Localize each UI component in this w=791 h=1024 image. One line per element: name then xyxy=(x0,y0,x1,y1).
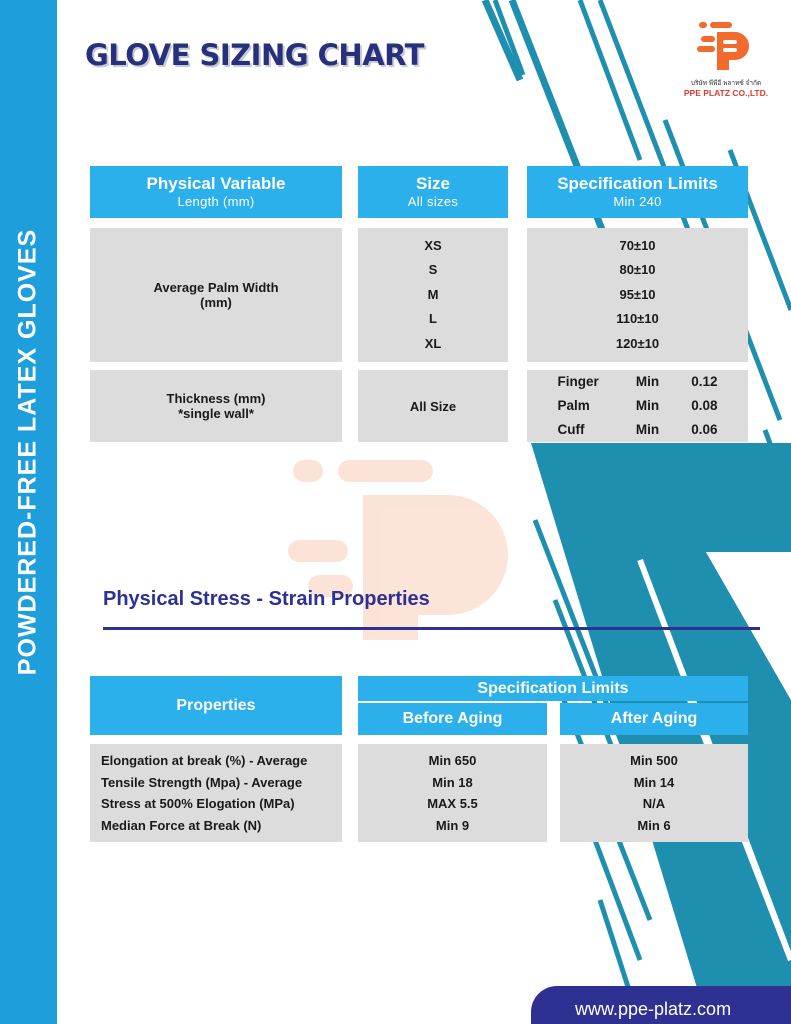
size-m: M xyxy=(427,286,439,302)
before-elongation: Min 650 xyxy=(428,753,477,768)
after-stress-500: N/A xyxy=(642,796,666,811)
header-physical-variable xyxy=(90,166,342,218)
after-elongation: Min 500 xyxy=(630,753,678,768)
side-banner-text: POWDERED-FREE LATEX GLOVES xyxy=(13,228,42,676)
header-physical-variable-main: Physical Variable xyxy=(146,173,286,193)
spec-part: Finger xyxy=(557,374,599,389)
property-median-force: Median Force at Break (N) xyxy=(101,817,262,833)
header-after-aging-label: After Aging xyxy=(610,710,698,727)
palm-width-label-line2: (mm) xyxy=(200,295,232,310)
palm-sizes xyxy=(358,228,508,362)
thickness-label-line1: Thickness (mm) xyxy=(166,391,266,406)
thickness-spec-cuff xyxy=(558,418,718,442)
limit-l: 110±10 xyxy=(616,311,659,327)
thickness-spec-palm xyxy=(558,394,718,418)
header-physical-variable-sub: Length (mm) xyxy=(177,193,255,209)
spec-qualifier: Min xyxy=(635,374,660,389)
thickness-specs xyxy=(527,370,748,442)
spec-value: 0.08 xyxy=(691,398,718,413)
header-after-aging xyxy=(560,703,748,735)
size-s: S xyxy=(428,262,438,278)
spec-part: Palm xyxy=(557,398,590,413)
header-spec-limits-2-label: Specification Limits xyxy=(477,679,629,697)
property-elongation: Elongation at break (%) - Average xyxy=(101,753,308,768)
website-link-text[interactable]: www.ppe-platz.com xyxy=(575,998,732,1019)
after-median-force: Min 6 xyxy=(637,817,671,833)
palm-width-label xyxy=(90,228,342,362)
header-size xyxy=(358,166,508,218)
logo-watermark xyxy=(288,455,518,640)
size-l: L xyxy=(429,311,437,327)
size-xs: XS xyxy=(424,237,442,253)
limit-s: 80±10 xyxy=(619,262,656,278)
spec-value: 0.06 xyxy=(691,422,718,437)
company-logo xyxy=(672,18,780,108)
limit-xs: 70±10 xyxy=(619,237,656,253)
property-tensile: Tensile Strength (Mpa) - Average xyxy=(101,774,303,790)
property-stress-500: Stress at 500% Elogation (MPa) xyxy=(101,796,295,811)
thickness-size-value: All Size xyxy=(409,398,457,414)
before-stress-500: MAX 5.5 xyxy=(427,796,478,811)
after-aging-column xyxy=(560,744,748,842)
thickness-size xyxy=(358,370,508,442)
header-spec-limits xyxy=(527,166,748,218)
section-title: Physical Stress - Strain Properties xyxy=(103,588,430,610)
palm-limits xyxy=(527,228,748,362)
header-properties-label: Properties xyxy=(176,696,256,714)
thickness-label xyxy=(90,370,342,442)
header-spec-limits-sub: Min 240 xyxy=(613,193,662,209)
before-aging-column xyxy=(358,744,547,842)
header-spec-limits-2 xyxy=(358,676,748,701)
header-size-main: Size xyxy=(415,173,451,193)
page-title: GLOVE SIZING CHART xyxy=(85,38,424,72)
spec-value: 0.12 xyxy=(691,374,718,389)
size-xl: XL xyxy=(424,335,442,351)
spec-part: Cuff xyxy=(557,422,585,437)
section-divider xyxy=(103,627,760,630)
header-before-aging xyxy=(358,703,547,735)
logo-thai-name: บริษัท พีพีอี พลาทซ์ จำกัด xyxy=(690,80,762,87)
header-size-sub: All sizes xyxy=(407,193,459,209)
header-before-aging-label: Before Aging xyxy=(402,710,503,727)
logo-company-name: PPE PLATZ CO.,LTD. xyxy=(683,88,769,98)
before-median-force: Min 9 xyxy=(435,817,470,833)
thickness-spec-finger xyxy=(558,370,718,394)
header-properties xyxy=(90,676,342,735)
after-tensile: Min 14 xyxy=(633,774,675,790)
header-spec-limits-main: Specification Limits xyxy=(557,173,718,193)
thickness-label-line2: *single wall* xyxy=(178,406,254,421)
properties-column xyxy=(90,744,342,842)
limit-m: 95±10 xyxy=(619,286,656,302)
spec-qualifier: Min xyxy=(635,422,660,437)
palm-width-label-line1: Average Palm Width xyxy=(153,280,279,295)
limit-xl: 120±10 xyxy=(615,335,660,351)
before-tensile: Min 18 xyxy=(432,774,473,790)
ppe-logo-icon xyxy=(695,18,757,76)
website-link[interactable] xyxy=(531,986,791,1024)
spec-qualifier: Min xyxy=(635,398,660,413)
